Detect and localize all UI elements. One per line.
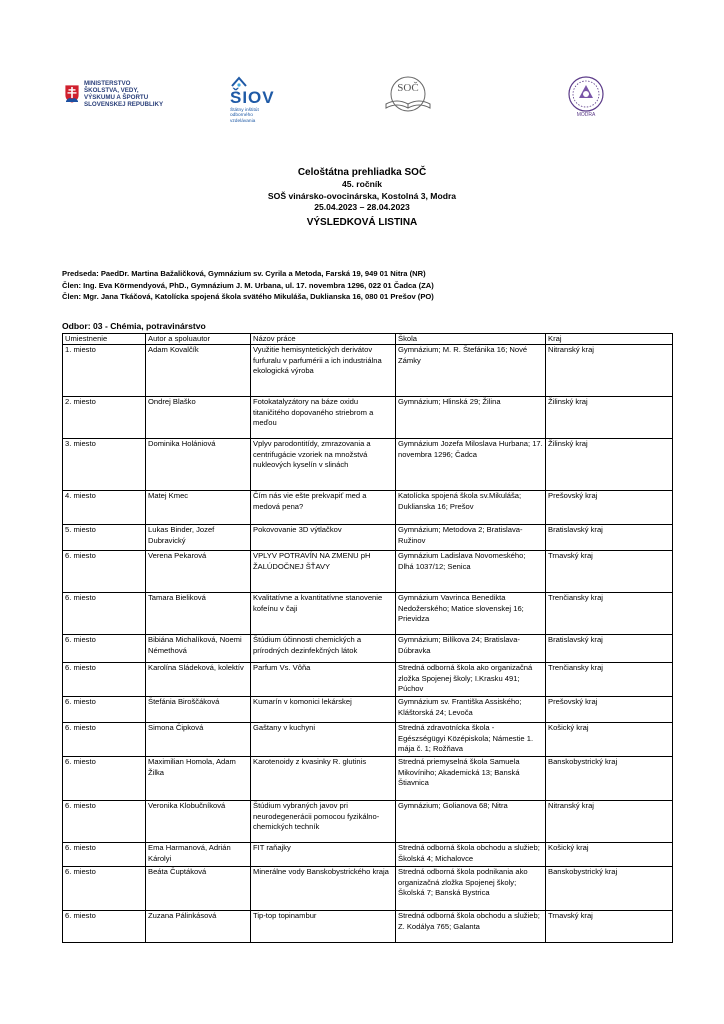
header-region: Kraj <box>546 334 673 345</box>
modra-mark: MODRA <box>576 112 596 118</box>
cell-author: Bibiána Michalíková, Noemi Némethová <box>146 635 251 663</box>
table-row <box>63 867 673 911</box>
cell-author: Lukas Binder, Jozef Dubravický <box>146 525 251 551</box>
cell-title: Štúdium účinnosti chemických a prírodných dezinfekčných látok <box>251 635 396 663</box>
cell-region: Trenčiansky kraj <box>546 593 673 635</box>
cell-title: Vplyv parodontitídy, zmrazovania a centrifugácie vzoriek na množstvá nukleových kyselín v slinách <box>251 439 396 491</box>
cell-region: Košický kraj <box>546 723 673 757</box>
cell-title: Karotenoidy z kvasinky R. glutinis <box>251 757 396 801</box>
cell-author: Maximilian Homola, Adam Žilka <box>146 757 251 801</box>
cell-title: VPLYV POTRAVÍN NA ZMENU pH ŽALÚDOČNEJ ŠŤAVY <box>251 551 396 593</box>
siov-subtitle: Štátny inštitút odborného vzdelávania <box>230 108 259 124</box>
cell-placement: 1. miesto <box>63 345 146 397</box>
cell-placement: 5. miesto <box>63 525 146 551</box>
ministry-logo <box>64 80 163 108</box>
cell-region: Prešovský kraj <box>546 697 673 723</box>
cell-school: Stredná odborná škola obchodu a služieb; Z. Kodálya 765; Galanta <box>396 911 546 943</box>
committee-member: Člen: Mgr. Jana Tkáčová, Katolícka spojená škola svätého Mikuláša, Duklianska 16, 080 01 Prešov (PO) <box>62 292 434 302</box>
cell-title: Minerálne vody Banskobystrického kraja <box>251 867 396 911</box>
cell-region: Trenčiansky kraj <box>546 663 673 697</box>
cell-placement: 3. miesto <box>63 439 146 491</box>
cell-placement: 6. miesto <box>63 635 146 663</box>
cell-school: Gymnázium Ladislava Novomeského; Dlhá 1037/12; Senica <box>396 551 546 593</box>
table-row <box>63 345 673 397</box>
cell-placement: 6. miesto <box>63 723 146 757</box>
logo-bar <box>0 78 724 126</box>
cell-region: Bratislavský kraj <box>546 525 673 551</box>
header-author: Autor a spoluautor <box>146 334 251 345</box>
soc-mark: SOČ <box>397 82 419 94</box>
document-title: Celoštátna prehliadka SOČ <box>297 167 427 178</box>
table-row <box>63 439 673 491</box>
cell-school: Stredná odborná škola obchodu a služieb; Školská 4; Michalovce <box>396 843 546 867</box>
table-row <box>63 491 673 525</box>
cell-title: Pokovovanie 3D výtlačkov <box>251 525 396 551</box>
cell-title: Štúdium vybraných javov pri neurodegenerácii pomocou fyzikálno-chemických techník <box>251 801 396 843</box>
cell-placement: 6. miesto <box>63 663 146 697</box>
header-title: Názov práce <box>251 334 396 345</box>
cell-author: Dominika Holániová <box>146 439 251 491</box>
cell-placement: 6. miesto <box>63 867 146 911</box>
cell-author: Matej Kmec <box>146 491 251 525</box>
table-row <box>63 593 673 635</box>
cell-author: Zuzana Pálinkásová <box>146 911 251 943</box>
cell-region: Nitranský kraj <box>546 801 673 843</box>
cell-region: Trnavský kraj <box>546 911 673 943</box>
table-row <box>63 663 673 697</box>
field-heading: Odbor: 03 - Chémia, potravinárstvo <box>62 321 206 331</box>
cell-placement: 2. miesto <box>63 397 146 439</box>
table-row <box>63 525 673 551</box>
cell-school: Gymnázium; M. R. Štefánika 16; Nové Zámky <box>396 345 546 397</box>
cell-placement: 6. miesto <box>63 911 146 943</box>
cell-author: Štefánia Biroščáková <box>146 697 251 723</box>
siov-emblem-icon <box>230 76 248 88</box>
header-school: Škola <box>396 334 546 345</box>
cell-school: Gymnázium; Golianova 68; Nitra <box>396 801 546 843</box>
cell-placement: 6. miesto <box>63 801 146 843</box>
cell-title: Kumarín v komonici lekárskej <box>251 697 396 723</box>
cell-title: Využitie hemisyntetických derivátov furfuralu v parfumérii a ich industriálna ekologická výroba <box>251 345 396 397</box>
cell-author: Tamara Bieliková <box>146 593 251 635</box>
venue: SOŠ vinársko-ovocinárska, Kostolná 3, Modra <box>267 190 457 201</box>
cell-author: Verena Pekarová <box>146 551 251 593</box>
table-row <box>63 697 673 723</box>
cell-region: Žilinský kraj <box>546 397 673 439</box>
cell-placement: 4. miesto <box>63 491 146 525</box>
document-heading <box>0 166 724 230</box>
dates: 25.04.2023 – 28.04.2023 <box>314 202 410 213</box>
cell-school: Katolícka spojená škola sv.Mikuláša; Duklianska 16; Prešov <box>396 491 546 525</box>
cell-title: Fotokatalyzátory na báze oxidu titaničitého dopovaného striebrom a meďou <box>251 397 396 439</box>
cell-title: Čím nás vie ešte prekvapiť med a medová pena? <box>251 491 396 525</box>
table-header-row <box>63 334 673 345</box>
modra-logo <box>566 74 606 118</box>
table-row <box>63 397 673 439</box>
table-row <box>63 911 673 943</box>
modra-seal-icon <box>566 74 606 118</box>
table-row <box>63 843 673 867</box>
cell-title: FIT raňajky <box>251 843 396 867</box>
cell-school: Gymnázium Jozefa Miloslava Hurbana; 17. novembra 1296; Čadca <box>396 439 546 491</box>
cell-region: Banskobystrický kraj <box>546 867 673 911</box>
cell-school: Stredná zdravotnícka škola - Egészségügyi Középiskola; Námestie 1. mája č. 1; Rožňava <box>396 723 546 757</box>
cell-region: Banskobystrický kraj <box>546 757 673 801</box>
cell-school: Gymnázium; Metodova 2; Bratislava-Ružinov <box>396 525 546 551</box>
cell-author: Adam Kovalčík <box>146 345 251 397</box>
cell-placement: 6. miesto <box>63 757 146 801</box>
cell-region: Prešovský kraj <box>546 491 673 525</box>
cell-placement: 6. miesto <box>63 593 146 635</box>
results-list-title: VÝSLEDKOVÁ LISTINA <box>306 216 418 228</box>
ministry-name: MINISTERSTVO ŠKOLSTVA, VEDY, VÝSKUMU A ŠPORTU SLOVENSKEJ REPUBLIKY <box>84 80 164 108</box>
cell-school: Stredná odborná škola ako organizačná zložka Spojenej školy; I.Krasku 491; Púchov <box>396 663 546 697</box>
cell-placement: 6. miesto <box>63 551 146 593</box>
cell-school: Stredná priemyselná škola Samuela Mikovíniho; Akademická 13; Banská Štiavnica <box>396 757 546 801</box>
cell-author: Ondrej Blaško <box>146 397 251 439</box>
cell-author: Simona Čipková <box>146 723 251 757</box>
cell-title: Kvalitatívne a kvantitatívne stanovenie kofeínu v čaji <box>251 593 396 635</box>
committee <box>62 268 682 303</box>
table-row <box>63 551 673 593</box>
cell-title: Gaštany v kuchyni <box>251 723 396 757</box>
cell-region: Nitranský kraj <box>546 345 673 397</box>
siov-mark: ŠIOV <box>230 88 275 107</box>
cell-school: Gymnázium; Bilíkova 24; Bratislava-Dúbravka <box>396 635 546 663</box>
header-placement: Umiestnenie <box>63 334 146 345</box>
cell-author: Ema Harmanová, Adrián Károlyi <box>146 843 251 867</box>
table-row <box>63 757 673 801</box>
cell-title: Parfum Vs. Vôňa <box>251 663 396 697</box>
cell-placement: 6. miesto <box>63 843 146 867</box>
cell-author: Veronika Klobučníková <box>146 801 251 843</box>
soc-book-icon <box>378 74 438 116</box>
table-row <box>63 801 673 843</box>
table-row <box>63 635 673 663</box>
soc-logo <box>378 74 438 116</box>
cell-school: Stredná odborná škola podnikania ako organizačná zložka Spojenej školy; Školská 7; Banská Bystrica <box>396 867 546 911</box>
slovak-crest-icon <box>64 84 80 104</box>
cell-region: Bratislavský kraj <box>546 635 673 663</box>
cell-region: Košický kraj <box>546 843 673 867</box>
edition: 45. ročník <box>341 179 383 189</box>
cell-region: Žilinský kraj <box>546 439 673 491</box>
cell-school: Gymnázium; Hlinská 29; Žilina <box>396 397 546 439</box>
siov-logo <box>230 76 275 124</box>
cell-school: Gymnázium Vavrinca Benedikta Nedožerského; Matice slovenskej 16; Prievidza <box>396 593 546 635</box>
committee-chair: Predseda: PaedDr. Martina Bažaličková, Gymnázium sv. Cyrila a Metoda, Farská 19, 949 01 Nitra (NR) <box>62 269 426 278</box>
results-table <box>62 333 673 943</box>
cell-school: Gymnázium sv. Františka Assiského; Kláštorská 24; Levoča <box>396 697 546 723</box>
table-row <box>63 723 673 757</box>
committee-member: Člen: Ing. Eva Körmendyová, PhD., Gymnázium J. M. Urbana, ul. 17. novembra 1296, 022 01 Čadca (ZA) <box>62 280 434 290</box>
cell-author: Karolína Sládeková, kolektív <box>146 663 251 697</box>
cell-region: Trnavský kraj <box>546 551 673 593</box>
cell-author: Beáta Čuptáková <box>146 867 251 911</box>
cell-title: Tip-top topinambur <box>251 911 396 943</box>
cell-placement: 6. miesto <box>63 697 146 723</box>
